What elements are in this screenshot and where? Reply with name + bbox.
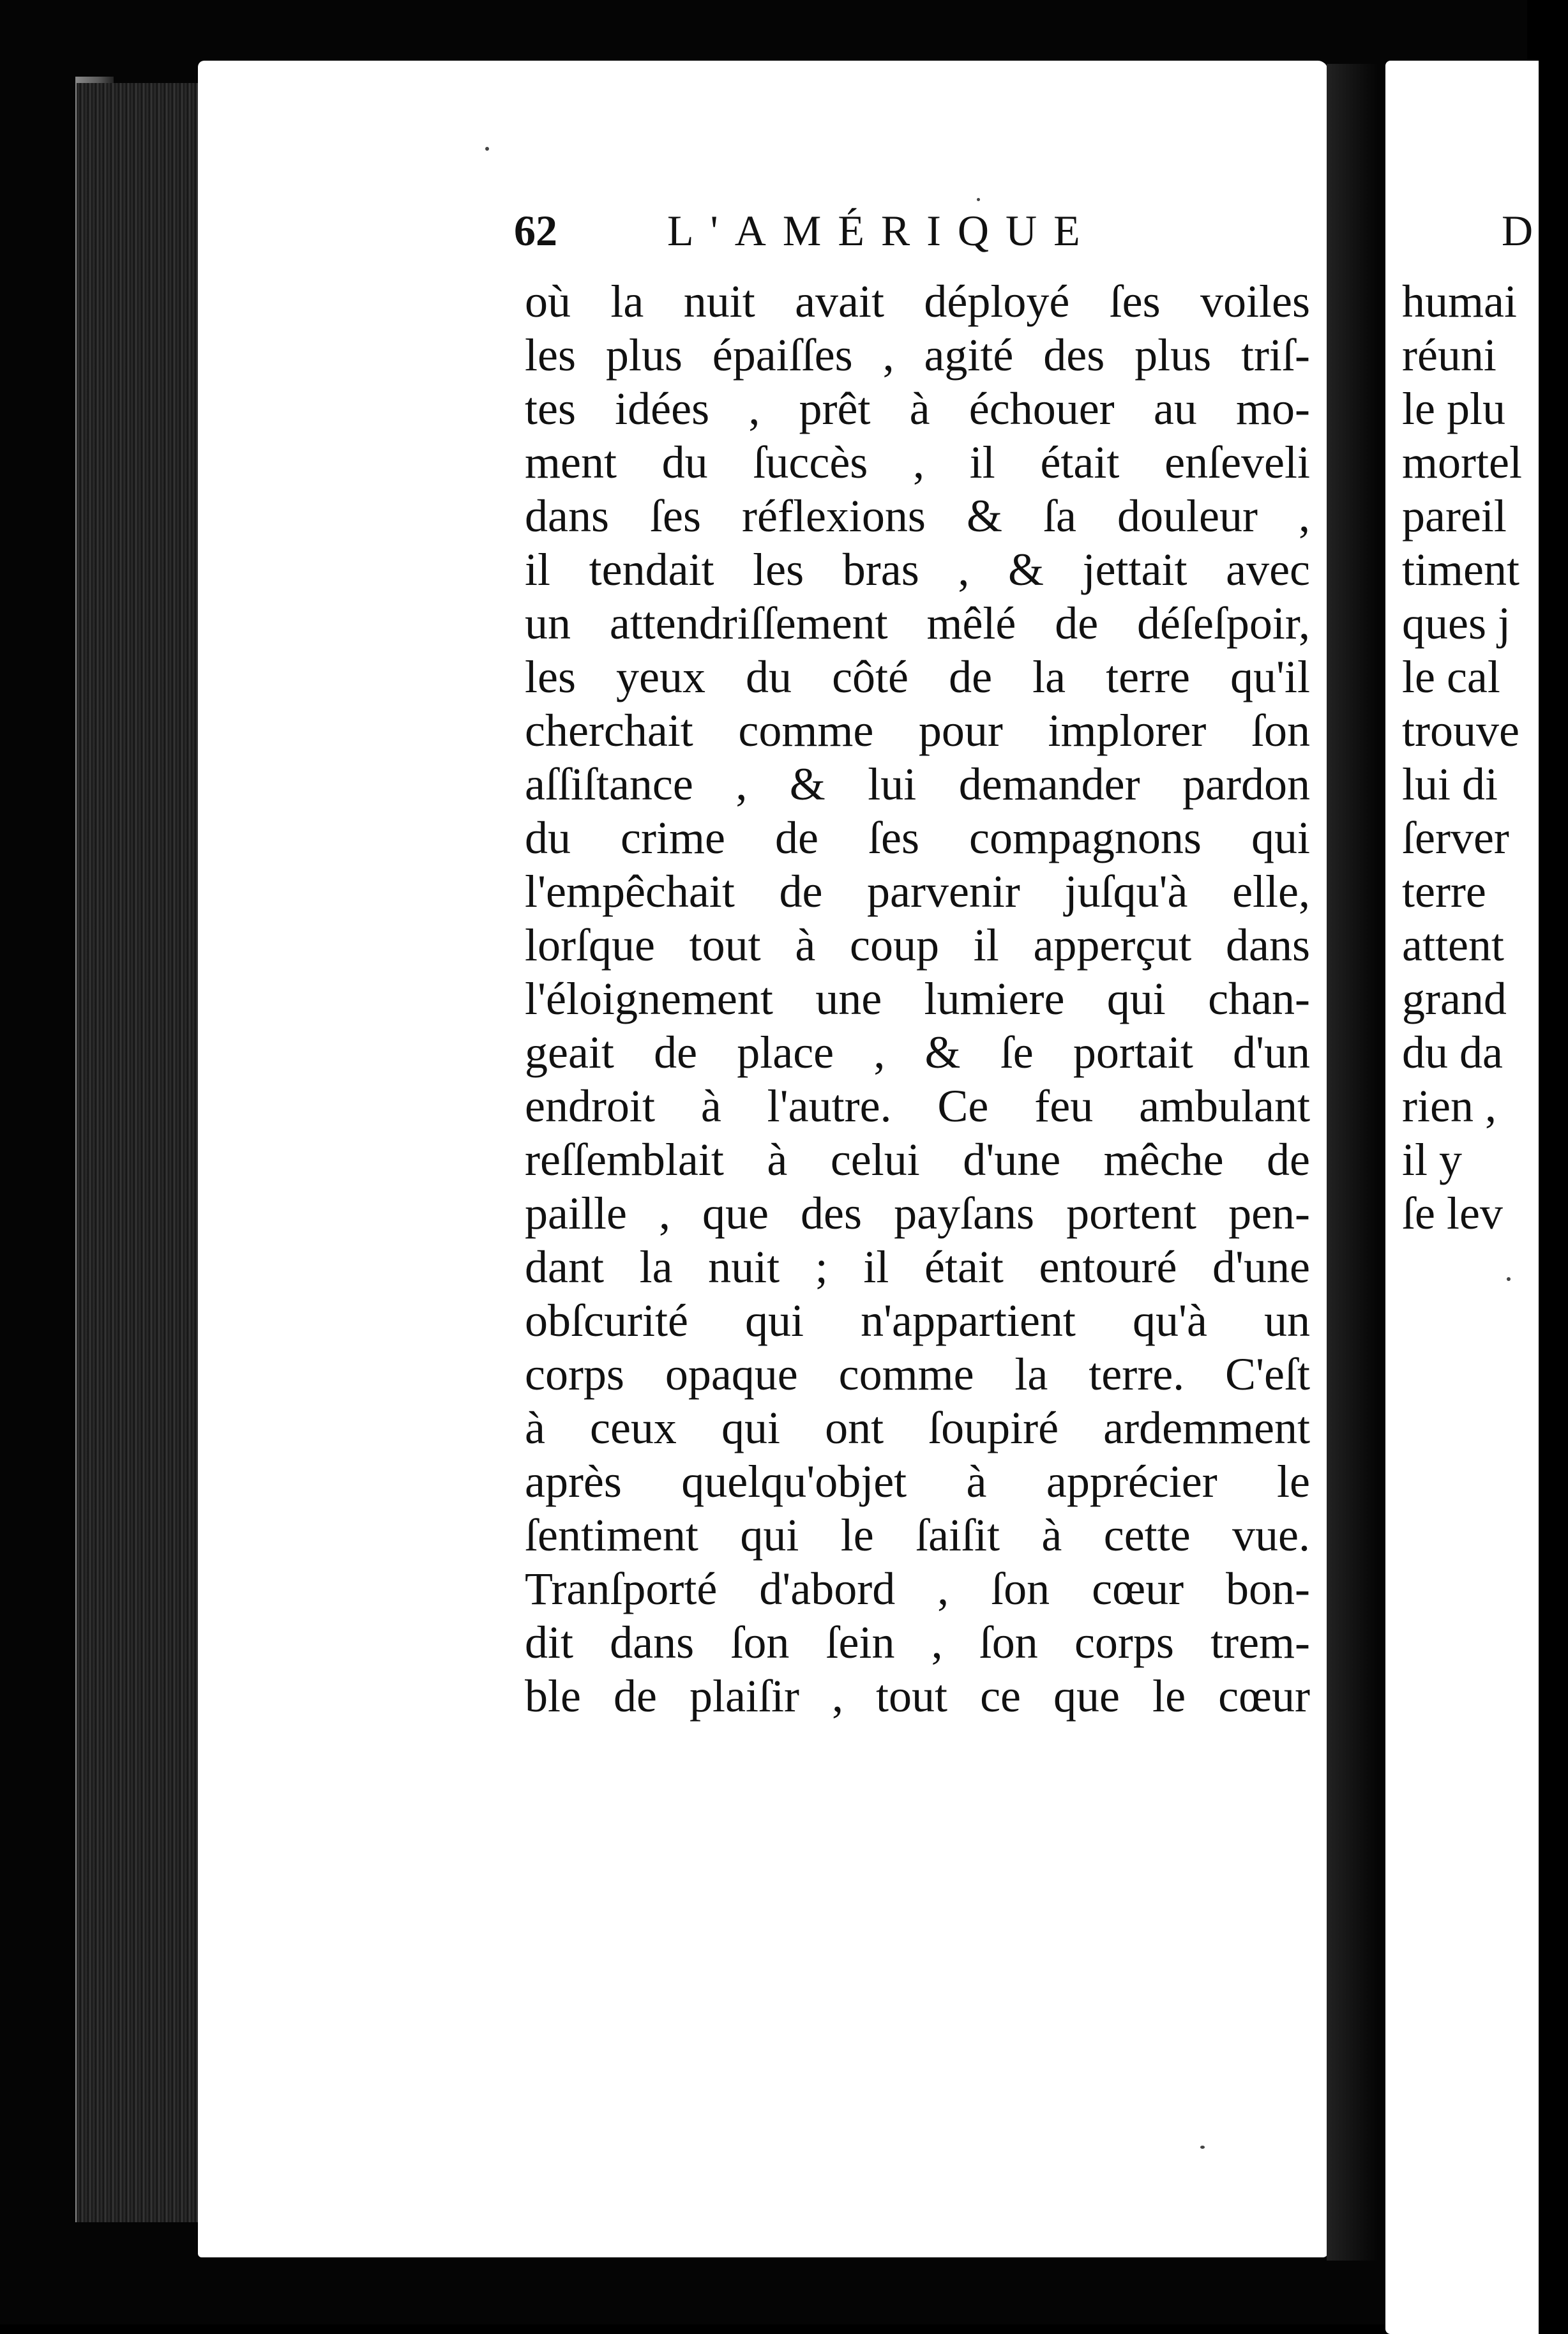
page-number: 62: [514, 206, 557, 255]
text-line: obſcurité qui n'appartient qu'à un: [525, 1295, 1310, 1346]
text-line: Tranſporté d'abord , ſon cœur bon-: [525, 1563, 1310, 1614]
text-line: ment du ſuccès , il était enſeveli: [525, 437, 1310, 488]
text-line: dans ſes réflexions & ſa douleur ,: [525, 490, 1310, 542]
text-line-fragment: terre: [1402, 866, 1486, 917]
text-line-fragment: lui di: [1402, 759, 1498, 810]
text-line-fragment: grand: [1402, 973, 1507, 1024]
text-line-fragment: ques j: [1402, 598, 1511, 649]
running-title: L'AMÉRIQUE: [667, 206, 1097, 255]
text-line-fragment: trouve: [1402, 705, 1519, 756]
text-line-fragment: rien ,: [1402, 1080, 1496, 1132]
text-line: ſentiment qui le ſaiſit à cette vue.: [525, 1510, 1310, 1561]
page-header: [514, 206, 1306, 263]
text-line: aſſiſtance , & lui demander pardon: [525, 759, 1310, 810]
paper-speck: [485, 147, 489, 151]
text-line-fragment: pareil: [1402, 490, 1507, 542]
text-line: les plus épaiſſes , agité des plus triſ-: [525, 330, 1310, 381]
text-line: cherchait comme pour implorer ſon: [525, 705, 1310, 756]
text-line-fragment: il y: [1402, 1134, 1463, 1185]
text-line-fragment: timent: [1402, 544, 1519, 595]
text-line-fragment: ſerver: [1402, 812, 1509, 863]
text-line-fragment: humai: [1402, 276, 1517, 327]
text-line: où la nuit avait déployé ſes voiles: [525, 276, 1310, 327]
book-spine: [77, 83, 198, 2222]
text-line: endroit à l'autre. Ce feu ambulant: [525, 1080, 1310, 1132]
text-line: dant la nuit ; il était entouré d'une: [525, 1241, 1310, 1292]
text-line-fragment: le cal: [1402, 651, 1500, 702]
text-line: dit dans ſon ſein , ſon corps trem-: [525, 1617, 1310, 1668]
text-line: les yeux du côté de la terre qu'il: [525, 651, 1310, 702]
paper-speck: [977, 198, 980, 201]
right-page-header: D: [1502, 206, 1534, 255]
text-line-fragment: ſe lev: [1402, 1188, 1503, 1239]
body-text: [525, 275, 1310, 1723]
paper-speck: [1507, 1277, 1511, 1281]
text-line: reſſemblait à celui d'une mêche de: [525, 1134, 1310, 1185]
text-line: lorſque tout à coup il apperçut dans: [525, 920, 1310, 971]
text-line: l'éloignement une lumiere qui chan-: [525, 973, 1310, 1024]
text-line-fragment: du da: [1402, 1027, 1503, 1078]
text-line: tes idées , prêt à échouer au mo-: [525, 383, 1310, 434]
text-line: geait de place , & ſe portait d'un: [525, 1027, 1310, 1078]
text-line-fragment: mortel: [1402, 437, 1522, 488]
text-line: paille , que des payſans portent pen-: [525, 1188, 1310, 1239]
text-line: après quelqu'objet à apprécier le: [525, 1456, 1310, 1507]
text-line: du crime de ſes compagnons qui: [525, 812, 1310, 863]
text-line: corps opaque comme la terre. C'eſt: [525, 1349, 1310, 1400]
text-line: un attendriſſement mêlé de déſeſpoir,: [525, 598, 1310, 649]
paper-speck: [1200, 2146, 1205, 2149]
text-line: l'empêchait de parvenir juſqu'à elle,: [525, 866, 1310, 917]
text-line-fragment: attent: [1402, 920, 1504, 971]
text-line-fragment: le plu: [1402, 383, 1505, 434]
text-line: à ceux qui ont ſoupiré ardemment: [525, 1402, 1310, 1453]
right-page-text: [1402, 275, 1568, 1240]
text-line-fragment: réuni: [1402, 330, 1496, 381]
text-line: il tendait les bras , & jettait avec: [525, 544, 1310, 595]
text-line: ble de plaiſir , tout ce que le cœur: [525, 1671, 1310, 1722]
gutter-shadow: [1327, 64, 1378, 2261]
